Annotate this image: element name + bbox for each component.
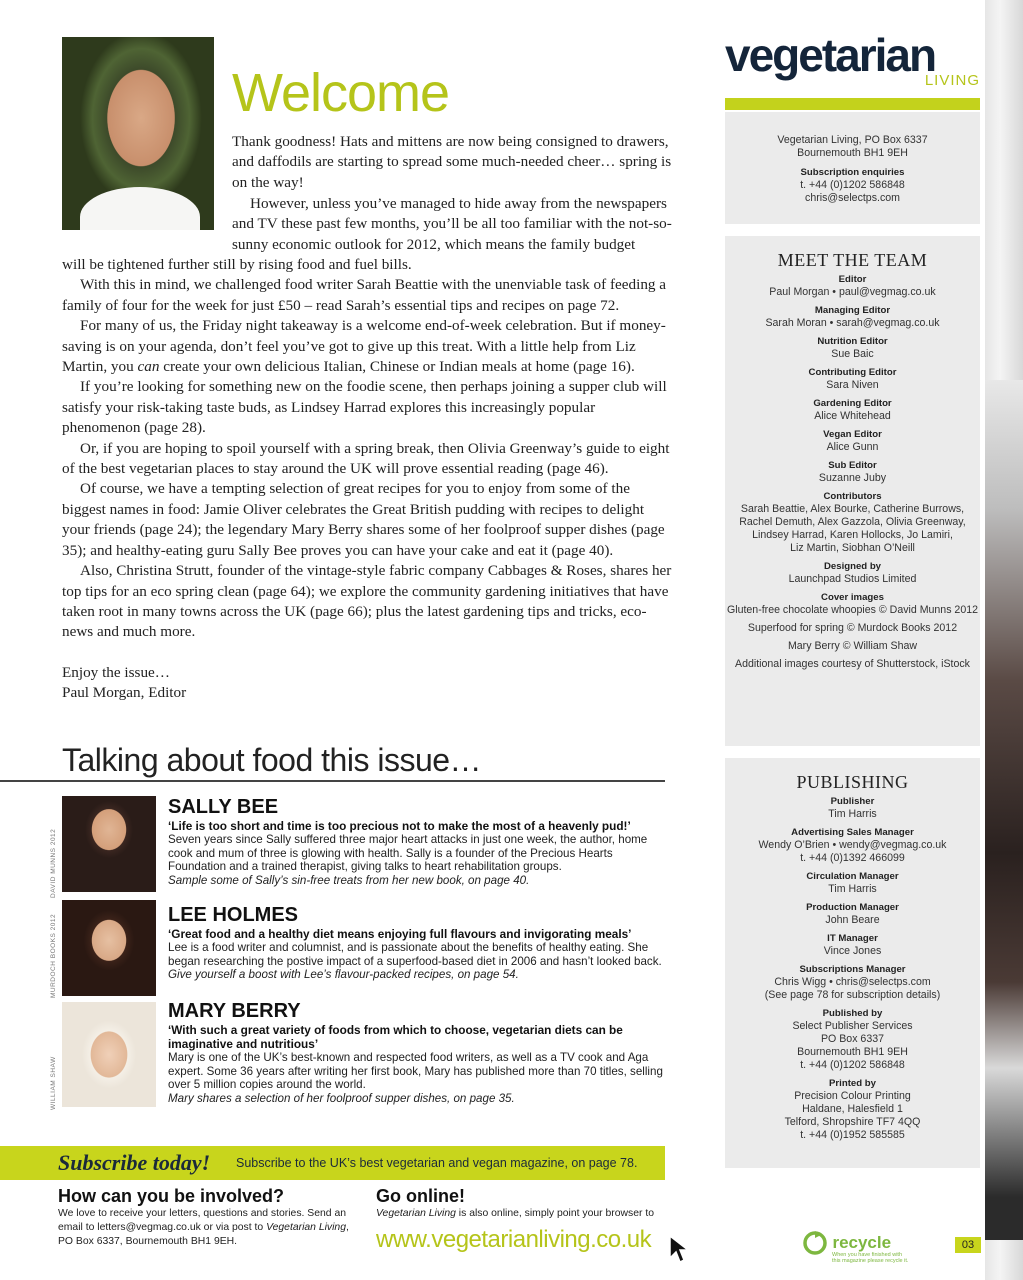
subscription-email: chris@selectps.com	[805, 192, 900, 204]
credit-line: Alice Gunn	[826, 441, 879, 453]
online-heading: Go online!	[376, 1186, 465, 1206]
person-quote: ‘Life is too short and time is too precious not to make the most of a heavenly pud!’	[168, 819, 631, 833]
photo-credit: WILLIAM SHAW	[50, 1056, 57, 1110]
credit-role: Contributing Editor	[808, 367, 897, 378]
credit-role: Vegan Editor	[823, 429, 882, 440]
credit-entry	[725, 397, 980, 428]
subscription-label: Subscription enquiries	[800, 167, 905, 178]
credit-line: Lindsey Harrad, Karen Hollocks, Jo Lamiri,	[752, 529, 953, 541]
welcome-paragraph-cont: will be tightened further still by rising food and fuel bills.	[62, 256, 412, 273]
subscribe-headline: Subscribe today!	[58, 1150, 211, 1175]
credit-entry	[725, 591, 980, 622]
subscribe-text: Subscribe to the UK’s best vegetarian and vegan magazine, on page 78.	[236, 1156, 638, 1170]
photo-credit: MURDOCH BOOKS 2012	[50, 913, 57, 998]
team-heading: MEET THE TEAM	[777, 250, 928, 270]
person-name: MARY BERRY	[168, 1000, 301, 1022]
logo-sub: LIVING	[924, 72, 980, 89]
credit-role: Sub Editor	[828, 460, 877, 471]
involved-heading: How can you be involved?	[58, 1186, 285, 1206]
publishing-panel	[725, 758, 980, 1168]
person-lee-holmes	[168, 904, 668, 982]
magazine-logo	[725, 29, 980, 89]
sally-bee-photo	[62, 796, 156, 892]
credit-line: Sarah Moran • sarah@vegmag.co.uk	[765, 317, 940, 329]
person-mary-berry	[168, 1000, 668, 1106]
person-bio: Lee is a food writer and columnist, and is passionate about the benefits of healthy eating. She began researching the postive impact of a superfood-based diet in 2006 and hasn’t looked back.	[168, 941, 662, 968]
recycle-logo	[802, 1230, 908, 1264]
address-panel	[725, 112, 980, 224]
credit-entry	[725, 795, 980, 826]
publishing-list	[725, 795, 980, 1147]
credit-line: t. +44 (0)1952 585585	[800, 1129, 905, 1141]
page-number: 03	[955, 1237, 981, 1253]
publishing-heading: PUBLISHING	[796, 772, 909, 792]
credit-entry	[725, 932, 980, 963]
credit-line: Suzanne Juby	[818, 472, 887, 484]
credit-entry	[725, 870, 980, 901]
person-name: SALLY BEE	[168, 796, 279, 818]
subscribe-banner[interactable]	[0, 1146, 665, 1180]
credit-line: Sue Baic	[831, 348, 874, 360]
involved-text: We love to receive your letters, questions and stories. Send an email to letters@vegmag.co.uk or via post to Vegetarian Living, PO Box 6337, Bournemouth BH1 9EH.	[58, 1208, 349, 1247]
credit-role: Published by	[822, 1008, 883, 1019]
team-panel	[725, 236, 980, 746]
welcome-body	[62, 255, 674, 704]
talking-title: Talking about food this issue…	[62, 742, 482, 778]
credit-line: Telford, Shropshire TF7 4QQ	[784, 1116, 921, 1128]
welcome-intro-2	[232, 194, 672, 255]
credit-line: PO Box 6337	[820, 1033, 884, 1045]
website-link[interactable]: www.vegetarianliving.co.uk	[376, 1226, 652, 1253]
welcome-paragraph: Of course, we have a tempting selection of great recipes for you to enjoy from some of the biggest names in food: Jamie Oliver celebrates the Great British pudding with recipes to delight your friends (page 24); the legendary Mary Berry shares some of her foolproof supper dishes (page 35); and healthy-eating guru Sally Bee proves you can have your cake and eat it (page 40).	[62, 480, 665, 559]
welcome-paragraph: However, unless you’ve managed to hide away from the newspapers and TV these past few months, you’ll be all too familiar with the not-so-sunny economic outlook for 2012, which means the family budget	[232, 195, 672, 253]
credit-line: Mary Berry © William Shaw	[787, 640, 918, 652]
mary-berry-photo	[62, 1002, 156, 1107]
credit-line: Tim Harris	[828, 883, 877, 895]
photo-credit: DAVID MUNNS 2012	[50, 828, 57, 898]
person-bio: Seven years since Sally suffered three major heart attacks in just one week, the author, home cook and mum of three is glowing with health. Sally is a founder of the Precious Hearts Foundation and a trained therapist, giving talks to heart rehabilitation groups.	[168, 833, 648, 874]
recycle-word: recycle	[832, 1233, 892, 1252]
person-teaser: Give yourself a boost with Lee’s flavour-packed recipes, on page 54.	[168, 968, 519, 982]
credit-role: Circulation Manager	[806, 871, 899, 882]
signoff-line: Enjoy the issue…	[62, 663, 170, 681]
credit-entry	[725, 428, 980, 459]
credit-role: Printed by	[829, 1078, 876, 1089]
involved-section	[58, 1186, 358, 1249]
person-name: LEE HOLMES	[168, 904, 299, 926]
recycle-note: When you have finished with this magazine please recycle it.	[832, 1252, 909, 1264]
credit-line: Sarah Beattie, Alex Bourke, Catherine Burrows,	[740, 503, 965, 515]
credit-role: Production Manager	[806, 902, 899, 913]
welcome-paragraph: With this in mind, we challenged food writer Sarah Beattie with the unenviable task of feeding a family of four for the week for just £50 – read Sarah’s essential tips and recipes on page 72.	[62, 276, 667, 314]
credit-line: Paul Morgan • paul@vegmag.co.uk	[769, 286, 936, 298]
editor-photo	[62, 37, 214, 230]
credit-role: Designed by	[823, 561, 882, 572]
credit-line: Gluten-free chocolate whoopies © David Munns 2012	[726, 604, 979, 616]
credit-line: Tim Harris	[828, 808, 877, 820]
welcome-paragraph: Or, if you are hoping to spoil yourself with a spring break, then Olivia Greenway’s guide to eight of the best vegetarian places to stay around the UK will prove essential reading (page 46).	[62, 439, 670, 478]
credit-entry	[725, 1007, 980, 1077]
credit-line: (See page 78 for subscription details)	[764, 989, 941, 1001]
credit-line: Sara Niven	[826, 379, 879, 391]
credit-line: Precision Colour Printing	[794, 1090, 911, 1102]
credit-line: Additional images courtesy of Shutterstock, iStock	[735, 658, 970, 670]
credit-entry	[725, 335, 980, 366]
credit-line: Bournemouth BH1 9EH	[797, 1046, 908, 1058]
credit-line: Alice Whitehead	[814, 410, 891, 422]
person-quote: ‘With such a great variety of foods from which to choose, vegetarian diets can be imaginative and nutritious’	[168, 1023, 623, 1051]
credit-line: t. +44 (0)1392 466099	[800, 852, 905, 864]
credit-entry	[725, 459, 980, 490]
credit-role: Advertising Sales Manager	[791, 827, 914, 838]
online-text: Vegetarian Living is also online, simply point your browser to	[376, 1208, 655, 1219]
subscription-phone: t. +44 (0)1202 586848	[800, 179, 905, 191]
credit-role: Editor	[838, 274, 867, 285]
team-list	[725, 273, 980, 622]
credit-line: Wendy O’Brien • wendy@vegmag.co.uk	[758, 839, 947, 851]
credit-line: Vince Jones	[823, 945, 882, 957]
credit-entry	[725, 273, 980, 304]
welcome-paragraph: If you’re looking for something new on the foodie scene, then perhaps joining a supper club will satisfy your risk-taking taste buds, as Lindsey Harrad explores this increasingly popular phenomenon (page 28).	[62, 378, 667, 437]
credit-line: Superfood for spring © Murdock Books 2012	[747, 622, 958, 634]
credit-role: Subscriptions Manager	[799, 964, 906, 975]
credit-entry	[725, 826, 980, 870]
credit-entry	[725, 901, 980, 932]
lee-holmes-photo	[62, 900, 156, 996]
credit-line: Select Publisher Services	[792, 1020, 913, 1032]
welcome-paragraph: Thank goodness! Hats and mittens are now being consigned to drawers, and daffodils are starting to spread some much-needed cheer… spring is on the way!	[232, 133, 672, 191]
cursor-arrow-icon	[668, 1234, 690, 1269]
credit-role: Publisher	[830, 796, 875, 807]
logo-accent-bar	[725, 98, 980, 110]
credit-line: John Beare	[825, 914, 880, 926]
address-line: Vegetarian Living, PO Box 6337	[777, 134, 928, 146]
logo-word: vegetarian	[725, 29, 936, 81]
person-sally-bee	[168, 796, 668, 888]
address-line: Bournemouth BH1 9EH	[797, 147, 908, 159]
credit-line: Launchpad Studios Limited	[788, 573, 917, 585]
credit-role: Managing Editor	[814, 305, 891, 316]
credit-role: Gardening Editor	[813, 398, 892, 409]
signoff-name: Paul Morgan, Editor	[62, 684, 187, 702]
person-teaser: Mary shares a selection of her foolproof supper dishes, on page 35.	[168, 1092, 515, 1106]
credit-entry	[725, 963, 980, 1007]
welcome-paragraph: For many of us, the Friday night takeaway is a welcome end-of-week celebration. But if money-saving is on your agenda, don’t feel you’ve got to give up this treat. With a little help from Liz Martin, you can create your own delicious Italian, Chinese or Indian meals at home (page 16).	[62, 317, 666, 376]
credit-entry	[725, 304, 980, 335]
credit-role: IT Manager	[827, 933, 878, 944]
welcome-paragraph: Also, Christina Strutt, founder of the vintage-style fabric company Cabbages & Roses, shares her top tips for an eco spring clean (page 64); we explore the community gardening initiatives that have taken root in many towns across the UK (page 66); plus the latest gardening tips and tricks, eco-news and much more.	[62, 562, 672, 641]
credit-role: Cover images	[821, 592, 884, 603]
talking-divider	[0, 780, 665, 782]
credit-entry	[725, 560, 980, 591]
recycle-icon	[802, 1230, 828, 1256]
decorative-edge-image	[985, 0, 1023, 1280]
credit-line: Chris Wigg • chris@selectps.com	[774, 976, 931, 988]
credit-entry	[725, 1077, 980, 1147]
online-section	[376, 1186, 676, 1221]
welcome-title: Welcome	[232, 63, 450, 123]
person-teaser: Sample some of Sally’s sin-free treats from her new book, on page 40.	[168, 874, 530, 888]
credit-role: Contributors	[823, 491, 882, 502]
team-extra-credits	[725, 622, 980, 671]
credit-entry	[725, 490, 980, 560]
credit-line: Rachel Demuth, Alex Gazzola, Olivia Greenway,	[739, 516, 966, 528]
credit-role: Nutrition Editor	[817, 336, 888, 347]
credit-entry	[725, 366, 980, 397]
person-quote: ‘Great food and a healthy diet means enjoying full flavours and invigorating meals’	[168, 927, 632, 941]
credit-line: Haldane, Halesfield 1	[802, 1103, 903, 1115]
credit-line: Liz Martin, Siobhan O’Neill	[790, 542, 915, 554]
welcome-intro	[232, 132, 672, 193]
credit-line: t. +44 (0)1202 586848	[800, 1059, 905, 1071]
person-bio: Mary is one of the UK’s best-known and respected food writers, as well as a TV cook and Aga expert. Some 36 years after writing her first book, Mary has published more than 70 titles, selling over 5 million copies around the world.	[168, 1051, 663, 1092]
